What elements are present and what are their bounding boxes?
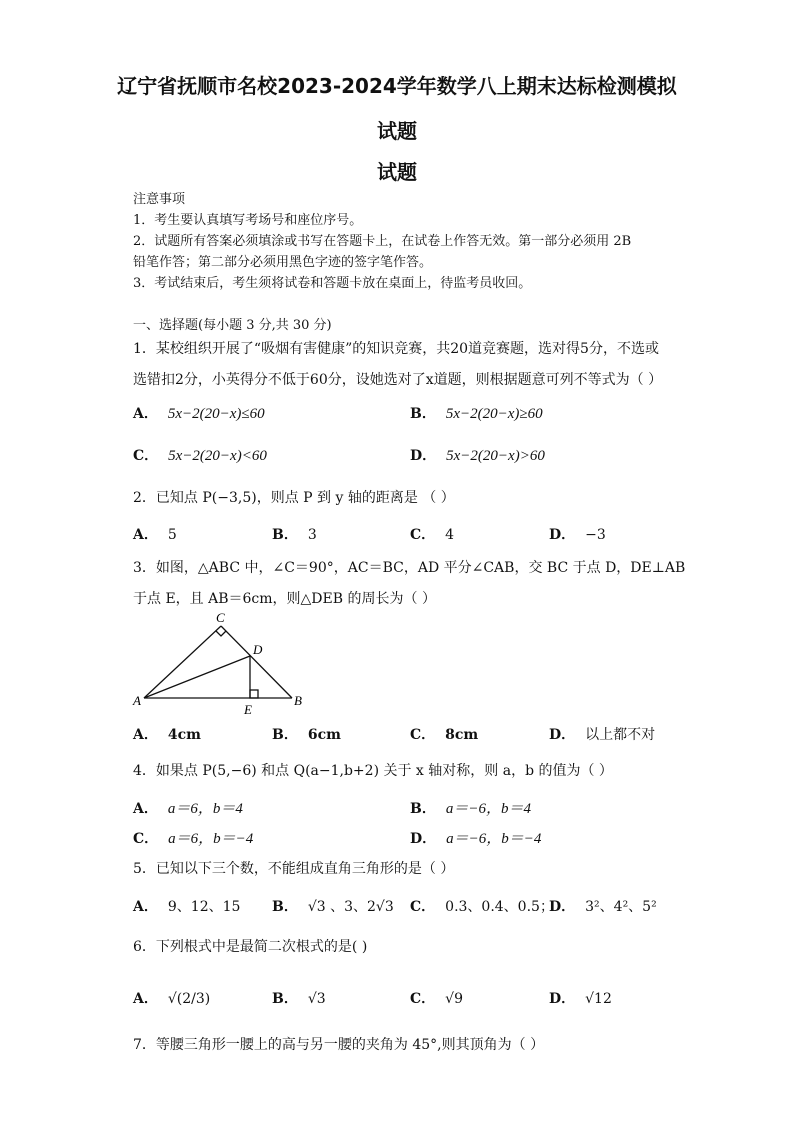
option-text: 以上都不对	[585, 727, 656, 743]
option-label: A．	[133, 527, 158, 543]
option-label: C．	[133, 831, 159, 847]
option-text: 0.3、0.4、0.5；	[445, 899, 554, 915]
option-text: a＝6，b＝−4	[168, 831, 254, 847]
option-text: 4cm	[167, 727, 201, 743]
notice-item: 2．试题所有答案必须填涂或书写在答题卡上，在试卷上作答无效。第一部分必须用 2B	[133, 234, 632, 249]
q1-option-d	[410, 445, 545, 465]
option-label: C．	[410, 991, 436, 1007]
page-subtitle-2: 试题	[377, 160, 417, 184]
option-label: C．	[133, 448, 159, 464]
option-label: A．	[133, 899, 158, 915]
option-text: a＝−6，b＝4	[445, 801, 531, 817]
option-text: √(2/3)	[167, 991, 211, 1007]
option-label: A．	[133, 801, 158, 817]
option-label: D．	[549, 727, 576, 743]
option-text: 8cm	[445, 727, 479, 743]
q3-option-b	[272, 724, 341, 744]
option-text: 5	[167, 527, 177, 543]
option-label: B．	[272, 991, 298, 1007]
option-text: a＝−6，b＝−4	[446, 831, 542, 847]
option-text: 9、12、15	[167, 899, 241, 915]
option-text: −3	[585, 527, 606, 543]
q3-option-c	[410, 724, 478, 744]
option-text: √3	[307, 991, 326, 1007]
option-label: D．	[410, 831, 437, 847]
question-7: 7．等腰三角形一腰上的高与另一腰的夹角为 45°,则其顶角为（ ）	[133, 1037, 545, 1053]
option-label: A．	[133, 991, 158, 1007]
triangle-figure	[130, 608, 320, 718]
q4-option-b	[410, 797, 531, 818]
q4-option-c	[133, 827, 253, 848]
option-label: A．	[133, 727, 158, 743]
option-label: D．	[410, 448, 437, 464]
question-6: 6．下列根式中是最简二次根式的是( )	[133, 939, 368, 955]
option-label: C．	[410, 727, 436, 743]
option-text: 3²、4²、5²	[585, 899, 657, 915]
option-label: D．	[549, 899, 576, 915]
q1-option-a	[133, 403, 265, 423]
option-label: A．	[133, 406, 158, 422]
option-text: √9	[445, 991, 463, 1007]
right-angle-c	[216, 631, 226, 636]
q1-option-b	[410, 403, 543, 423]
question-3-line1: 3．如图，△ABC 中，∠C＝90°，AC＝BC，AD 平分∠CAB，交 BC 于点 D，DE⊥AB	[133, 560, 686, 576]
q5-option-b	[272, 896, 394, 916]
q2-option-d	[549, 524, 606, 544]
label-c: C	[216, 610, 225, 625]
q2-option-b	[272, 524, 317, 544]
option-label: B．	[272, 899, 298, 915]
q4-option-d	[410, 827, 541, 848]
page-subtitle: 试题	[377, 119, 417, 143]
notice-item: 1．考生要认真填写考场号和座位序号。	[133, 213, 363, 228]
label-e: E	[244, 702, 252, 717]
question-4: 4．如果点 P(5,−6) 和点 Q(a−1,b+2) 关于 x 轴对称，则 a，b 的值为（ ）	[133, 763, 613, 779]
option-text: 5x−2(20−x)<60	[168, 448, 267, 464]
question-1-line2: 选错扣2分，小英得分不低于60分，设她选对了x道题，则根据题意可列不等式为（ ）	[133, 372, 663, 388]
notice-heading: 注意事项	[133, 192, 186, 207]
question-5: 5．已知以下三个数，不能组成直角三角形的是（ ）	[133, 861, 455, 877]
option-label: D．	[549, 527, 576, 543]
option-label: B．	[272, 527, 298, 543]
side-ac	[144, 626, 221, 698]
question-1-line1: 1．某校组织开展了“吸烟有害健康”的知识竞赛，共20道竞赛题，选对得5分，不选或	[133, 341, 659, 357]
option-label: D．	[549, 991, 576, 1007]
option-text: 3	[307, 527, 317, 543]
notice-item: 3．考试结束后，考生须将试卷和答题卡放在桌面上，待监考员收回。	[133, 276, 532, 291]
option-text: a＝6，b＝4	[167, 801, 243, 817]
side-cb	[221, 626, 292, 698]
page-title: 辽宁省抚顺市名校2023-2024学年数学八上期末达标检测模拟	[117, 74, 677, 98]
option-label: B．	[410, 406, 436, 422]
q6-option-d	[549, 988, 612, 1008]
q2-option-c	[410, 524, 454, 544]
option-label: C．	[410, 527, 436, 543]
option-text: 5x−2(20−x)≥60	[445, 406, 543, 422]
notice-item: 铅笔作答；第二部分必须用黑色字迹的签字笔作答。	[133, 255, 433, 270]
q6-option-a	[133, 988, 210, 1008]
label-a: A	[133, 693, 141, 708]
q5-option-a	[133, 896, 240, 916]
q5-option-c	[410, 896, 554, 916]
q2-option-a	[133, 524, 177, 544]
label-d: D	[253, 642, 263, 657]
option-text: 6cm	[307, 727, 341, 743]
q6-option-c	[410, 988, 463, 1008]
option-label: B．	[272, 727, 298, 743]
q1-option-c	[133, 445, 267, 465]
q3-option-a	[133, 724, 201, 744]
q5-option-d	[549, 896, 657, 916]
q6-option-b	[272, 988, 326, 1008]
option-text: 4	[445, 527, 455, 543]
option-text: √3 、3、2√3	[307, 899, 394, 915]
question-2: 2．已知点 P(−3,5)，则点 P 到 y 轴的距离是 （ ）	[133, 490, 455, 506]
section-heading: 一、选择题(每小题 3 分,共 30 分)	[133, 318, 332, 333]
option-text: 5x−2(20−x)≤60	[167, 406, 265, 422]
question-3-line2: 于点 E，且 AB＝6cm，则△DEB 的周长为（ ）	[133, 591, 436, 607]
option-label: C．	[410, 899, 436, 915]
option-text: √12	[585, 991, 612, 1007]
q3-option-d	[549, 724, 655, 744]
option-text: 5x−2(20−x)>60	[446, 448, 545, 464]
right-angle-e	[250, 690, 258, 698]
label-b: B	[294, 693, 302, 708]
q4-option-a	[133, 797, 243, 818]
option-label: B．	[410, 801, 436, 817]
segment-ad	[144, 656, 250, 698]
